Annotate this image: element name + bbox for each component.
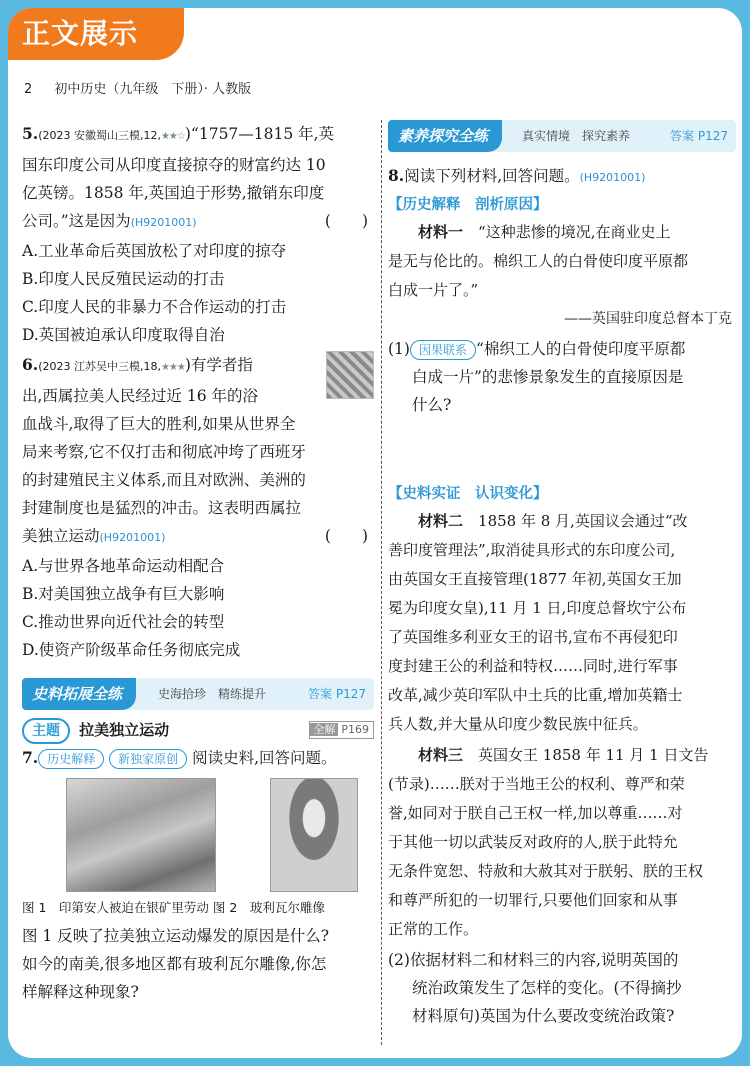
material-3-text-2: (节录)……朕对于当地王公的权利、尊严和荣 — [388, 775, 685, 793]
tag-original: 新独家原创 — [109, 749, 187, 769]
section-banner: 正文展示 — [8, 8, 184, 60]
q7-text-1: 图 1 反映了拉美独立运动爆发的原因是什么? — [22, 927, 330, 945]
subsection-heading-1: 【历史解释 剖析原因】 — [388, 197, 548, 213]
material-3-text-1: 英国女王 1858 年 11 月 1 日文告 — [478, 746, 709, 764]
q5-text-2: 国东印度公司从印度直接掠夺的财富约达 10 — [22, 156, 326, 174]
answer-space-1[interactable] — [388, 419, 736, 481]
q6-option-c[interactable]: C.推动世界向近代社会的转型 — [22, 613, 225, 631]
topic-row — [22, 718, 374, 742]
q5-source: (2023 安徽蜀山三模,12, — [38, 129, 161, 142]
figure-1-caption: 图 1 印第安人被迫在银矿里劳动 — [22, 900, 209, 915]
q8-number: 8. — [388, 166, 405, 185]
q5-number: 5. — [22, 124, 39, 143]
column-divider — [381, 120, 382, 1045]
page — [8, 8, 742, 1058]
material-2-text-5: 了英国维多利亚女王的诏书,宣布不再侵犯印 — [388, 628, 678, 646]
figure-2-image — [270, 778, 358, 892]
material-2-text-4: 冕为印度女皇),11 月 1 日,印度总督坎宁公布 — [388, 599, 687, 617]
full-solution-label: 全解 — [310, 723, 338, 736]
q6-option-a[interactable]: A.与世界各地革命运动相配合 — [22, 557, 225, 575]
q6-text-1: )有学者指 — [184, 356, 253, 374]
topic-badge: 主题 — [22, 718, 70, 744]
question-7 — [22, 744, 374, 1006]
section-title: 素养探究全练 — [388, 120, 502, 152]
material-3-text-6: 和尊严所犯的一切罪行,只要他们回家和从事 — [388, 891, 678, 909]
material-1-source: ——英国驻印度总督本丁克 — [564, 311, 732, 327]
q5-option-c[interactable]: C.印度人民的非暴力不合作运动的打击 — [22, 298, 287, 316]
section-title: 史料拓展全练 — [22, 678, 136, 710]
q8-instruction: 阅读下列材料,回答问题。 — [404, 167, 580, 185]
subq-2-text-1: (2)依据材料二和材料三的内容,说明英国的 — [388, 951, 679, 969]
right-column — [388, 120, 736, 1030]
section-subtitle: 史海拾珍 精练提升 — [158, 687, 267, 701]
full-solution-page: P169 — [341, 723, 369, 736]
q7-number: 7. — [22, 748, 39, 767]
material-2-text-7: 改革,减少英印军队中土兵的比重,增加英籍士 — [388, 686, 683, 704]
q6-text-2: 出,西属拉美人民经过近 16 年的浴 — [22, 387, 259, 405]
subq-2-text-3: 材料原句)英国为什么要改变统治政策? — [412, 1007, 675, 1025]
tag-cause-effect: 因果联系 — [410, 340, 476, 360]
left-column — [22, 120, 374, 1006]
q5-option-d[interactable]: D.英国被迫承认印度取得自治 — [22, 326, 225, 344]
figure-2-caption: 图 2 玻利瓦尔雕像 — [212, 900, 325, 915]
material-3-text-7: 正常的工作。 — [388, 920, 479, 938]
tag-history-explain: 历史解释 — [38, 749, 104, 769]
q5-text-1: )“1757—1815 年,英 — [184, 125, 335, 143]
full-solution-link[interactable] — [309, 721, 374, 739]
q7-text-3: 样解释这种现象? — [22, 983, 139, 1001]
material-3-label: 材料三 — [418, 746, 464, 764]
answer-page-link[interactable]: 答案 P127 — [670, 129, 728, 143]
difficulty-stars-icon: ★★☆ — [160, 131, 185, 142]
material-1 — [388, 218, 736, 247]
question-6 — [22, 351, 374, 664]
q6-number: 6. — [22, 355, 39, 374]
q5-text-4: 公司。”这是因为 — [22, 212, 131, 230]
topic-title: 拉美独立运动 — [79, 721, 170, 739]
q6-option-b[interactable]: B.对美国独立战争有巨大影响 — [22, 585, 225, 603]
material-2-text-6: 度封建王公的利益和特权……同时,进行军事 — [388, 657, 678, 675]
q6-answer-bracket[interactable]: ( ) — [324, 527, 368, 545]
section-bar-extension — [22, 678, 374, 710]
material-1-text-3: 白成一片了。” — [388, 281, 479, 299]
material-3-text-4: 于其他一切以武装反对政府的人,朕于此特允 — [388, 833, 678, 851]
material-3-text-3: 誉,如同对于朕自己王权一样,加以尊重……对 — [388, 804, 683, 822]
subq-1-text-3: 什么? — [412, 396, 452, 414]
material-2-text-2: 善印度管理法”,取消徒具形式的东印度公司, — [388, 541, 676, 559]
material-1-label: 材料一 — [418, 223, 464, 241]
q6-source: (2023 江苏吴中三模,18, — [38, 360, 161, 373]
subq-1-text-1: “棉织工人的白骨使印度平原都 — [475, 340, 686, 358]
section-bar-inquiry — [388, 120, 736, 152]
q5-text-3: 亿英镑。1858 年,英国迫于形势,撤销东印度 — [22, 184, 325, 202]
q6-text-6: 封建制度也是猛烈的冲击。这表明西属拉 — [22, 499, 302, 517]
material-2-text-1: 1858 年 8 月,英国议会通过“改 — [478, 512, 688, 530]
q5-code: (H9201001) — [130, 216, 197, 229]
q5-option-a[interactable]: A.工业革命后英国放松了对印度的掠夺 — [22, 242, 287, 260]
material-2-text-3: 由英国女王直接管理(1877 年初,英国女王加 — [388, 570, 682, 588]
subq-2-text-2: 统治政策发生了怎样的变化。(不得摘抄 — [412, 979, 682, 997]
q6-text-3: 血战斗,取得了巨大的胜利,如果从世界全 — [22, 415, 296, 433]
q6-text-4: 局来考察,它不仅打击和彻底冲垮了西班牙 — [22, 443, 306, 461]
q5-option-b[interactable]: B.印度人民反殖民运动的打击 — [22, 270, 225, 288]
q5-answer-bracket[interactable]: ( ) — [324, 212, 368, 230]
q7-instruction: 阅读史料,回答问题。 — [192, 749, 337, 767]
subq-1-text-2: 白成一片”的悲惨景象发生的直接原因是 — [412, 368, 684, 386]
q6-text-7: 美独立运动 — [22, 527, 100, 545]
q6-option-d[interactable]: D.使资产阶级革命任务彻底完成 — [22, 641, 241, 659]
qr-code-icon[interactable] — [326, 351, 374, 399]
material-3-text-5: 无条件宽恕、特赦和大赦其对于朕躬、朕的王权 — [388, 862, 704, 880]
material-1-text-2: 是无与伦比的。棉织工人的白骨使印度平原都 — [388, 252, 689, 270]
subsection-heading-2: 【史料实证 认识变化】 — [388, 486, 548, 502]
section-subtitle: 真实情境 探究素养 — [522, 129, 631, 143]
material-1-text-1: “这种悲惨的境况,在商业史上 — [478, 223, 671, 241]
material-2-text-8: 兵人数,并大量从印度少数民族中征兵。 — [388, 715, 648, 733]
q6-code: (H9201001) — [99, 531, 166, 544]
answer-page-link[interactable]: 答案 P127 — [308, 687, 366, 701]
q7-text-2: 如今的南美,很多地区都有玻利瓦尔雕像,你怎 — [22, 955, 327, 973]
page-number: 2 — [24, 82, 33, 97]
material-2-label: 材料二 — [418, 512, 464, 530]
question-5 — [22, 120, 374, 349]
subq-1-number: (1) — [388, 340, 410, 358]
running-head — [24, 78, 251, 97]
figure-1-image — [66, 778, 216, 892]
book-title: 初中历史（九年级 下册）· 人教版 — [54, 82, 252, 97]
q6-text-5: 的封建殖民主义体系,而且对欧洲、美洲的 — [22, 471, 306, 489]
difficulty-stars-icon: ★★★ — [160, 362, 185, 373]
q8-code: (H9201001) — [579, 171, 646, 184]
question-8 — [388, 162, 736, 1030]
figures — [22, 778, 374, 898]
figure-captions — [22, 898, 374, 918]
